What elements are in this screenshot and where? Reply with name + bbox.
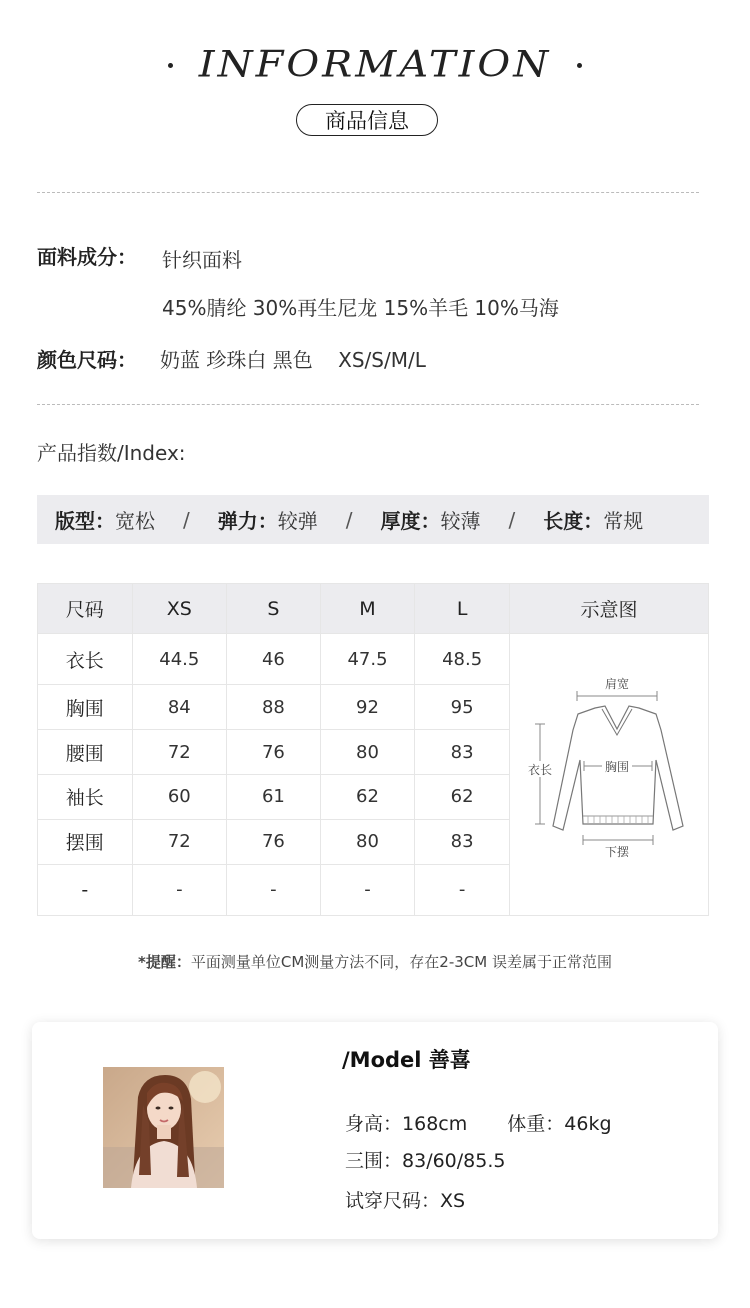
- model-height-weight: [345, 1109, 612, 1136]
- fabric-label: 面料成分：: [37, 245, 137, 269]
- cell-value: 60: [132, 774, 227, 819]
- cell-value: 83: [415, 819, 510, 864]
- row-label: 胸围: [38, 685, 133, 730]
- fit-key: 版型：: [55, 509, 115, 533]
- row-label: -: [38, 864, 133, 915]
- size-table-header: [38, 584, 709, 634]
- color-size-value: 奶蓝 珍珠白 黑色 XS/S/M/L: [160, 348, 426, 372]
- measure-label: 三围：: [345, 1150, 403, 1172]
- row-label: 腰围: [38, 730, 133, 775]
- color-size-label: 颜色尺码：: [37, 348, 137, 372]
- cell-value: 44.5: [132, 634, 227, 685]
- cell-value: 76: [227, 819, 321, 864]
- height-label: 身高：: [345, 1113, 403, 1135]
- model-photo: [103, 1067, 224, 1188]
- table-row: [38, 634, 709, 685]
- row-label: 摆围: [38, 819, 133, 864]
- cell-value: 48.5: [415, 634, 510, 685]
- height-value: 168cm: [402, 1113, 468, 1135]
- separator: /: [345, 507, 353, 532]
- neckline: [602, 709, 632, 735]
- separator: /: [183, 507, 190, 532]
- model-portrait: [103, 1067, 224, 1188]
- cell-value: 76: [227, 730, 321, 775]
- header-s: S: [227, 584, 321, 634]
- header-m: M: [320, 584, 415, 634]
- cell-value: 61: [227, 774, 321, 819]
- chest-label: 胸围: [604, 760, 629, 774]
- measure-value: 83/60/85.5: [402, 1150, 506, 1172]
- cell-value: 46: [227, 634, 321, 685]
- cell-value: 95: [415, 685, 510, 730]
- elasticity-value: 较弹: [277, 509, 318, 533]
- shoulder-label: 肩宽: [604, 677, 629, 691]
- length-label: 衣长: [527, 763, 552, 777]
- thickness-key: 厚度：: [380, 509, 441, 533]
- cell-value: 72: [132, 730, 227, 775]
- info-title: INFORMATION: [198, 44, 552, 86]
- row-label: 袖长: [38, 774, 133, 819]
- fabric-type: 针织面料: [162, 248, 242, 272]
- note-text: 平面测量单位CM测量方法不同，存在2-3CM 误差属于正常范围: [190, 953, 612, 971]
- cell-value: 88: [227, 685, 321, 730]
- weight-value: 46kg: [564, 1113, 612, 1135]
- measurement-note: [0, 951, 750, 972]
- cell-value: 47.5: [320, 634, 415, 685]
- attribute-bar: [37, 495, 709, 544]
- cell-value: 62: [320, 774, 415, 819]
- hem-label: 下摆: [604, 845, 629, 859]
- sweater-diagram: [510, 634, 708, 910]
- cell-value: 72: [132, 819, 227, 864]
- model-size: [345, 1186, 465, 1213]
- note-prefix: *提醒：: [138, 953, 191, 971]
- hem-ribbing: [588, 816, 648, 824]
- header-size: 尺码: [38, 584, 133, 634]
- separator: /: [508, 507, 516, 532]
- index-title: 产品指数/Index:: [37, 441, 186, 465]
- cell-value: -: [320, 864, 415, 915]
- fit-value: 宽松: [115, 509, 155, 533]
- model-card: [32, 1022, 718, 1239]
- right-dot: [577, 63, 582, 68]
- header-diagram: 示意图: [509, 584, 708, 634]
- length-value: 常规: [603, 509, 644, 533]
- size-value: XS: [440, 1190, 466, 1212]
- cell-value: -: [415, 864, 510, 915]
- cell-value: 92: [320, 685, 415, 730]
- cell-value: 83: [415, 730, 510, 775]
- diagram-cell: [509, 634, 708, 916]
- size-label: 试穿尺码：: [345, 1190, 441, 1212]
- product-info-badge: 商品信息: [296, 104, 438, 136]
- length-key: 长度：: [543, 509, 604, 533]
- cell-value: 80: [320, 730, 415, 775]
- fabric-composition: 45%腈纶 30%再生尼龙 15%羊毛 10%马海: [162, 296, 559, 320]
- row-label: 衣长: [38, 634, 133, 685]
- left-dot: [168, 63, 173, 68]
- weight-label: 体重：: [507, 1113, 565, 1135]
- model-name: /Model 善喜: [342, 1048, 471, 1072]
- divider-top: [37, 192, 699, 193]
- cell-value: 62: [415, 774, 510, 819]
- info-heading: [0, 40, 750, 90]
- cell-value: 80: [320, 819, 415, 864]
- divider-middle: [37, 404, 699, 405]
- cell-value: 84: [132, 685, 227, 730]
- size-table: [37, 583, 709, 916]
- header-xs: XS: [132, 584, 227, 634]
- thickness-value: 较薄: [440, 509, 481, 533]
- header-l: L: [415, 584, 510, 634]
- cell-value: -: [132, 864, 227, 915]
- cell-value: -: [227, 864, 321, 915]
- elasticity-key: 弹力：: [217, 509, 278, 533]
- model-measurements: [345, 1146, 505, 1173]
